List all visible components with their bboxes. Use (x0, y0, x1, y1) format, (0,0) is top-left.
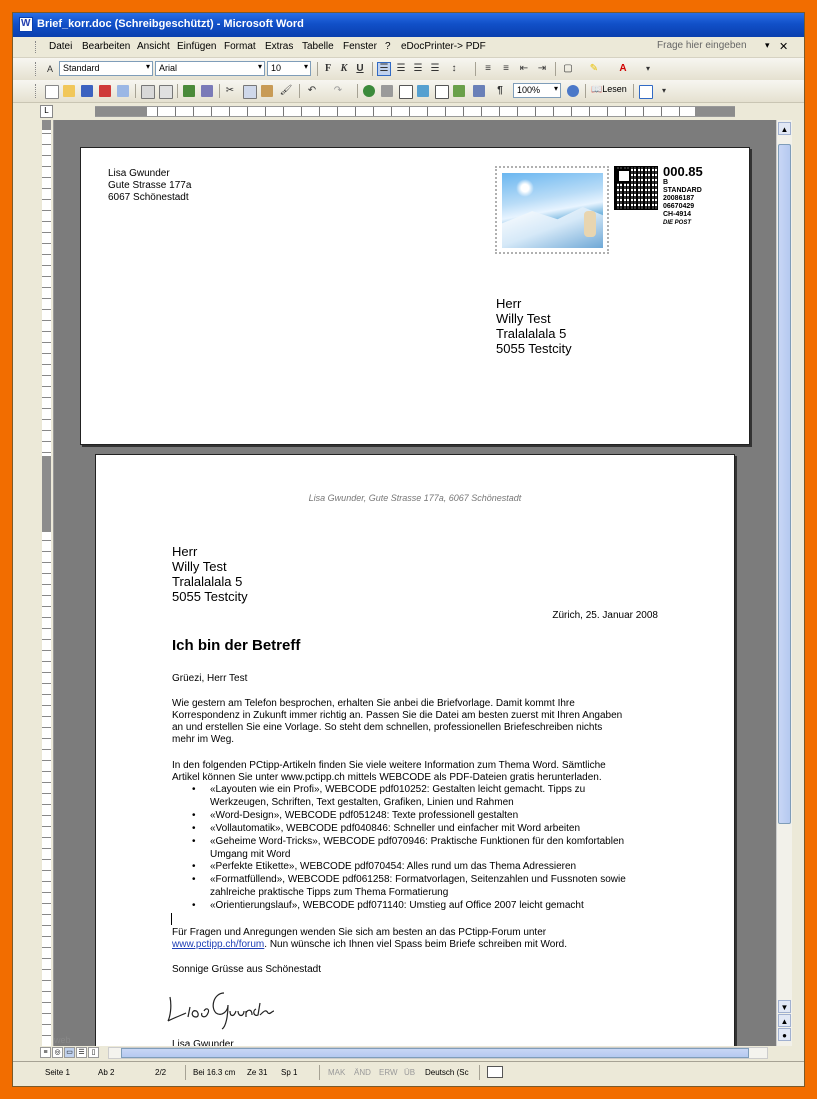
spelling-icon[interactable] (183, 85, 195, 97)
tab-selector[interactable]: L (40, 105, 53, 118)
scroll-up-icon[interactable]: ▲ (778, 122, 791, 135)
text-cursor (171, 913, 172, 925)
menu-bearbeiten[interactable]: Bearbeiten (82, 41, 131, 52)
letter-page[interactable] (95, 454, 735, 1046)
letter-paragraph-3: Für Fragen und Anregungen wenden Sie sich am besten an das PCtipp-Forum unter www.pctipp.ch/forum. Nun wünsche ich Ihnen viel Spass beim Briefe schreiben mit Word. (172, 927, 567, 950)
status-overtype[interactable]: ÜB (404, 1068, 416, 1077)
word-window (12, 12, 805, 1087)
letter-closing: Sonnige Grüsse aus Schönestadt (172, 964, 321, 975)
postage-info: 000.85 B STANDARD 20086187 06670429 CH-4914 DIE POST (663, 164, 703, 226)
letter-sender-line: Lisa Gwunder, Gute Strasse 177a, 6067 Schönestadt (308, 493, 522, 503)
page-view-icon[interactable] (639, 85, 653, 99)
hyperlink-icon[interactable] (363, 85, 375, 97)
status-track-changes[interactable]: ÄND (354, 1068, 371, 1077)
font-color-button[interactable]: A (619, 63, 627, 74)
font-combo[interactable]: Arial ▾ (155, 61, 265, 76)
read-mode-button[interactable]: 📖Lesen (591, 84, 627, 94)
border-button[interactable]: ▢ (563, 63, 573, 74)
ruler-row (13, 103, 804, 120)
style-combo[interactable]: Standard ▾ (59, 61, 153, 76)
numbering-button[interactable]: ≡ (485, 63, 491, 74)
align-left-button[interactable]: ☰ (377, 62, 391, 76)
format-toolbar (13, 58, 804, 81)
menu-datei[interactable]: Datei (49, 41, 73, 52)
italic-button[interactable]: K (340, 63, 348, 74)
menu-help[interactable]: ? (385, 41, 391, 52)
new-document-icon[interactable] (45, 85, 59, 99)
chevron-down-icon: ▾ (553, 84, 558, 93)
show-formatting-icon[interactable]: ¶ (497, 85, 503, 96)
forum-link[interactable]: www.pctipp.ch/forum (172, 939, 265, 950)
normal-view-icon[interactable]: ≡ (40, 1047, 51, 1058)
status-page: Seite 1 (45, 1068, 70, 1077)
vertical-scrollbar[interactable] (776, 120, 792, 1046)
status-extend-selection[interactable]: ERW (379, 1068, 398, 1077)
outline-view-icon[interactable]: ☰ (76, 1047, 87, 1058)
scroll-down-icon[interactable]: ▼ (778, 1000, 791, 1013)
word-app-icon[interactable] (19, 17, 33, 32)
research-icon[interactable] (201, 85, 213, 97)
menu-fenster[interactable]: Fenster (343, 41, 377, 52)
status-pages: 2/2 (155, 1068, 167, 1077)
menu-extras[interactable]: Extras (265, 41, 294, 52)
zoom-combo[interactable]: 100% ▾ (513, 83, 561, 98)
toolbar-grip[interactable] (35, 84, 39, 98)
chevron-down-icon: ▾ (257, 62, 262, 71)
previous-page-icon[interactable]: ▲ (778, 1014, 791, 1027)
menu-grip[interactable] (35, 41, 39, 53)
align-center-button[interactable]: ☰ (396, 63, 406, 74)
letter-recipient: Herr Willy Test Tralalalala 5 5055 Testcity (172, 544, 248, 604)
menu-ansicht[interactable]: Ansicht (137, 41, 170, 52)
insert-table-icon[interactable] (399, 85, 413, 99)
bullets-button[interactable]: ≡ (503, 63, 509, 74)
save-icon[interactable] (81, 85, 93, 97)
close-document-icon[interactable]: ✕ (779, 41, 789, 53)
window-title: Brief_korr.doc (Schreibgeschützt) - Microsoft Word (37, 18, 304, 30)
envelope-recipient: Herr Willy Test Tralalalala 5 5055 Testcity (496, 296, 572, 356)
list-item: • «Word-Design», WEBCODE pdf051248: Texte professionell gestalten (192, 809, 519, 821)
status-line: Ze 31 (247, 1068, 268, 1077)
paste-icon[interactable] (261, 85, 273, 97)
list-item: • «Geheime Word-Tricks», WEBCODE pdf070946: Praktische Funktionen für den komfortablen Umgang mit Word (192, 835, 625, 860)
toolbar-options-icon[interactable]: ▾ (661, 86, 666, 95)
chevron-down-icon: ▾ (303, 62, 308, 71)
print-icon[interactable] (141, 85, 155, 99)
envelope-sender: Lisa Gwunder Gute Strasse 177a 6067 Schönestadt (108, 168, 192, 203)
status-macro-recorder[interactable]: MAK (328, 1068, 346, 1077)
menu-bar (13, 37, 804, 58)
postage-barcode (614, 166, 658, 210)
decrease-indent-button[interactable]: ⇤ (519, 63, 529, 74)
redo-icon[interactable]: ↷ (333, 85, 343, 96)
line-spacing-button[interactable]: ↕ (451, 63, 457, 74)
chevron-down-icon: ▾ (145, 62, 150, 71)
styles-pane-icon[interactable]: A (46, 64, 53, 74)
web-layout-icon[interactable]: ◎ (52, 1047, 63, 1058)
justify-button[interactable]: ☰ (430, 63, 440, 74)
letter-bullet-list (192, 784, 626, 913)
standard-toolbar (13, 80, 804, 103)
menu-tabelle[interactable]: Tabelle (302, 41, 334, 52)
print-layout-icon[interactable]: ▭ (64, 1047, 75, 1058)
title-bar[interactable] (13, 13, 804, 37)
toolbar-grip[interactable] (35, 62, 39, 76)
list-item: • «Vollautomatik», WEBCODE pdf040846: Schneller und einfacher mit Word arbeiten (192, 822, 581, 834)
columns-icon[interactable] (435, 85, 449, 99)
document-area[interactable] (40, 120, 776, 1046)
increase-indent-button[interactable]: ⇥ (537, 63, 547, 74)
signature-image (166, 987, 276, 1031)
reading-layout-icon[interactable]: ▯ (88, 1047, 99, 1058)
status-column: Sp 1 (281, 1068, 298, 1077)
help-icon[interactable] (567, 85, 579, 97)
letter-salutation: Grüezi, Herr Test (172, 673, 248, 684)
letter-subject: Ich bin der Betreff (172, 637, 301, 654)
cut-icon[interactable]: ✂ (225, 85, 235, 96)
print-preview-icon[interactable] (159, 85, 173, 99)
drawing-icon[interactable] (453, 85, 465, 97)
horizontal-ruler[interactable] (95, 106, 735, 117)
status-language[interactable]: Deutsch (Sc (425, 1068, 469, 1077)
format-painter-icon[interactable]: 🖌 (279, 85, 293, 96)
copy-icon[interactable] (243, 85, 257, 99)
font-size-combo[interactable]: 10 ▾ (267, 61, 311, 76)
help-dropdown-icon[interactable]: ▾ (765, 40, 770, 50)
list-item: • «Formatfüllend», WEBCODE pdf061258: Formatvorlagen, Seitenzahlen und Fussnoten sowie zahlreiche praktische Tipps zum Thema Formatierung (192, 874, 626, 899)
envelope-page[interactable] (80, 147, 750, 445)
horizontal-scroll-thumb[interactable] (121, 1048, 749, 1058)
menu-edocprinter[interactable]: eDocPrinter-> PDF (401, 41, 486, 52)
open-folder-icon[interactable] (63, 85, 75, 97)
vertical-scroll-thumb[interactable] (778, 144, 791, 824)
list-item: • «Layouten wie ein Profi», WEBCODE pdf010252: Gestalten leicht gemacht. Tipps zu Werkzeugen, Schriften, Text gestalten, Grafiken, Linien und Rahmen (192, 784, 586, 808)
underline-button[interactable]: U (356, 63, 364, 74)
document-map-icon[interactable] (473, 85, 485, 97)
permission-icon[interactable] (99, 85, 111, 97)
status-bar (13, 1061, 804, 1084)
list-item: • «Orientierungslauf», WEBCODE pdf071140: Umstieg auf Office 2007 leicht gemacht (192, 900, 584, 912)
vertical-ruler[interactable] (40, 120, 71, 1046)
letter-signature-name: Lisa Gwunder (172, 1039, 234, 1046)
list-item: • «Perfekte Etikette», WEBCODE pdf070454: Alles rund um das Thema Adressieren (192, 861, 577, 873)
spelling-status-icon[interactable] (487, 1066, 503, 1078)
web-view-label: web (54, 1035, 71, 1045)
bold-button[interactable]: F (324, 63, 332, 74)
highlight-button[interactable]: ✎ (589, 63, 599, 74)
insert-excel-icon[interactable] (417, 85, 429, 97)
browse-object-icon[interactable]: ● (778, 1028, 791, 1041)
letter-paragraph-2: In den folgenden PCtipp-Artikeln finden Sie viele weitere Information zum Thema Word. Sämtliche Artikel können Sie unter www.pctipp.ch mittels WEBCODE als PDF-Dateien gratis herunterladen. (172, 760, 606, 783)
letter-paragraph-1: Wie gestern am Telefon besprochen, erhalten Sie anbei die Briefvorlage. Damit kommt Ihre Korrespondenz in Zukunft immer richtig an. Passen Sie die Datei am besten zuerst mit Ihren Angaben an und erstellen Sie eine Vorlage. So steht dem schnellen, professionellen Briefeschreiben nichts mehr im Weg. (172, 698, 623, 745)
help-search-input[interactable]: Frage hier eingeben (657, 40, 747, 51)
undo-icon[interactable]: ↶ (307, 85, 317, 96)
horizontal-scroll-row (40, 1046, 792, 1060)
email-icon[interactable] (117, 85, 129, 97)
status-section: Ab 2 (98, 1068, 115, 1077)
menu-format[interactable]: Format (224, 41, 256, 52)
letter-date: Zürich, 25. Januar 2008 (552, 610, 658, 621)
postage-stamp-image (495, 166, 609, 254)
menu-einfuegen[interactable]: Einfügen (177, 41, 217, 52)
horizontal-scrollbar[interactable] (108, 1047, 768, 1059)
tables-borders-icon[interactable] (381, 85, 393, 97)
align-right-button[interactable]: ☰ (413, 63, 423, 74)
status-position: Bei 16.3 cm (193, 1068, 236, 1077)
book-icon: 📖 (591, 84, 603, 94)
toolbar-options-icon[interactable]: ▾ (645, 64, 650, 73)
